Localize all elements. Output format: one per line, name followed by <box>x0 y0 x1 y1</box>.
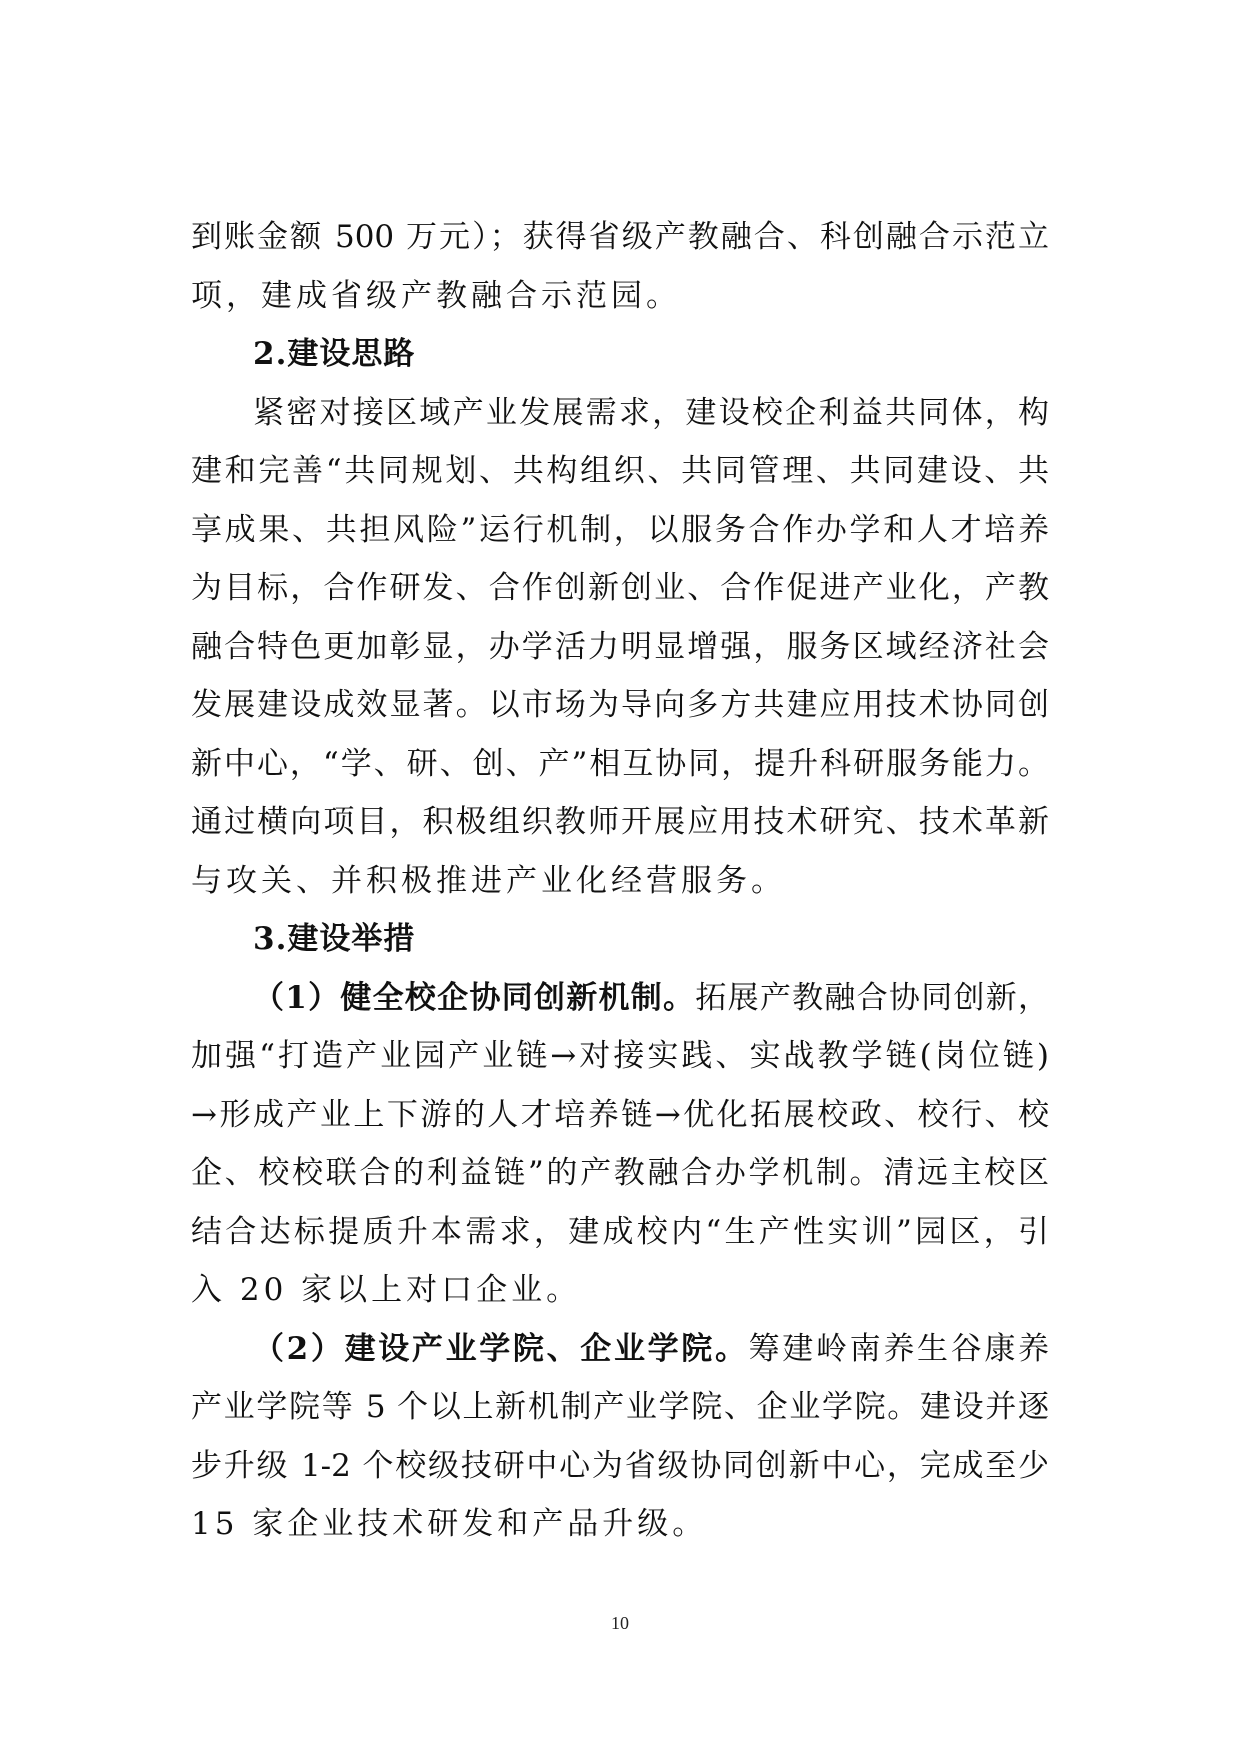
paragraph-line: 为目标，合作研发、合作创新创业、合作促进产业化，产教 <box>191 570 1049 606</box>
paragraph-line: 15 家企业技术研发和产品升级。 <box>191 1506 708 1542</box>
paragraph-line: 产业学院等 5 个以上新机制产业学院、企业学院。建设并逐 <box>191 1389 1049 1425</box>
body-text <box>191 208 1049 1554</box>
paragraph-line: 结合达标提质升本需求，建成校内“生产性实训”园区，引 <box>191 1213 1049 1250</box>
paragraph-line: 与攻关、并积极推进产业化经营服务。 <box>191 862 786 899</box>
page-number: 10 <box>611 1613 629 1633</box>
paragraph-line: 融合特色更加彰显，办学活力明显增强，服务区域经济社会 <box>191 628 1049 665</box>
bold-lead: （1）健全校企协同创新机制。 <box>253 979 696 1016</box>
bold-lead: （2）建设产业学院、企业学院。 <box>253 1330 749 1367</box>
paragraph-line: 建和完善“共同规划、共构组织、共同管理、共同建设、共 <box>191 453 1049 489</box>
paragraph-line: 发展建设成效显著。以市场为导向多方共建应用技术协同创 <box>191 687 1049 723</box>
paragraph-line: 步升级 1-2 个校级技研中心为省级协同创新中心，完成至少 <box>191 1447 1049 1484</box>
paragraph-line: 项，建成省级产教融合示范园。 <box>191 277 681 314</box>
section-heading: 3.建设举措 <box>253 921 416 957</box>
paragraph-line: 加强“打造产业园产业链→对接实践、实战教学链(岗位链) <box>191 1038 1049 1074</box>
paragraph-line: 通过横向项目，积极组织教师开展应用技术研究、技术革新 <box>191 804 1049 840</box>
paragraph-line <box>191 969 1049 1028</box>
paragraph-line: 企、校校联合的利益链”的产教融合办学机制。清远主校区 <box>191 1155 1049 1191</box>
paragraph-line: 紧密对接区域产业发展需求，建设校企利益共同体，构 <box>253 394 1049 431</box>
paragraph-line: 享成果、共担风险”运行机制，以服务合作办学和人才培养 <box>191 511 1049 548</box>
line-rest: 拓展产教融合协同创新， <box>695 979 1050 1016</box>
paragraph-line: →形成产业上下游的人才培养链→优化拓展校政、校行、校 <box>191 1096 1049 1133</box>
paragraph-line <box>191 1320 1049 1379</box>
section-heading: 2.建设思路 <box>253 336 416 372</box>
line-rest: 筹建岭南养生谷康养 <box>748 1330 1050 1367</box>
paragraph-line: 到账金额 500 万元）；获得省级产教融合、科创融合示范立 <box>191 219 1049 255</box>
paragraph-line: 新中心，“学、研、创、产”相互协同，提升科研服务能力。 <box>191 745 1049 782</box>
paragraph-line: 入 20 家以上对口企业。 <box>191 1272 582 1308</box>
